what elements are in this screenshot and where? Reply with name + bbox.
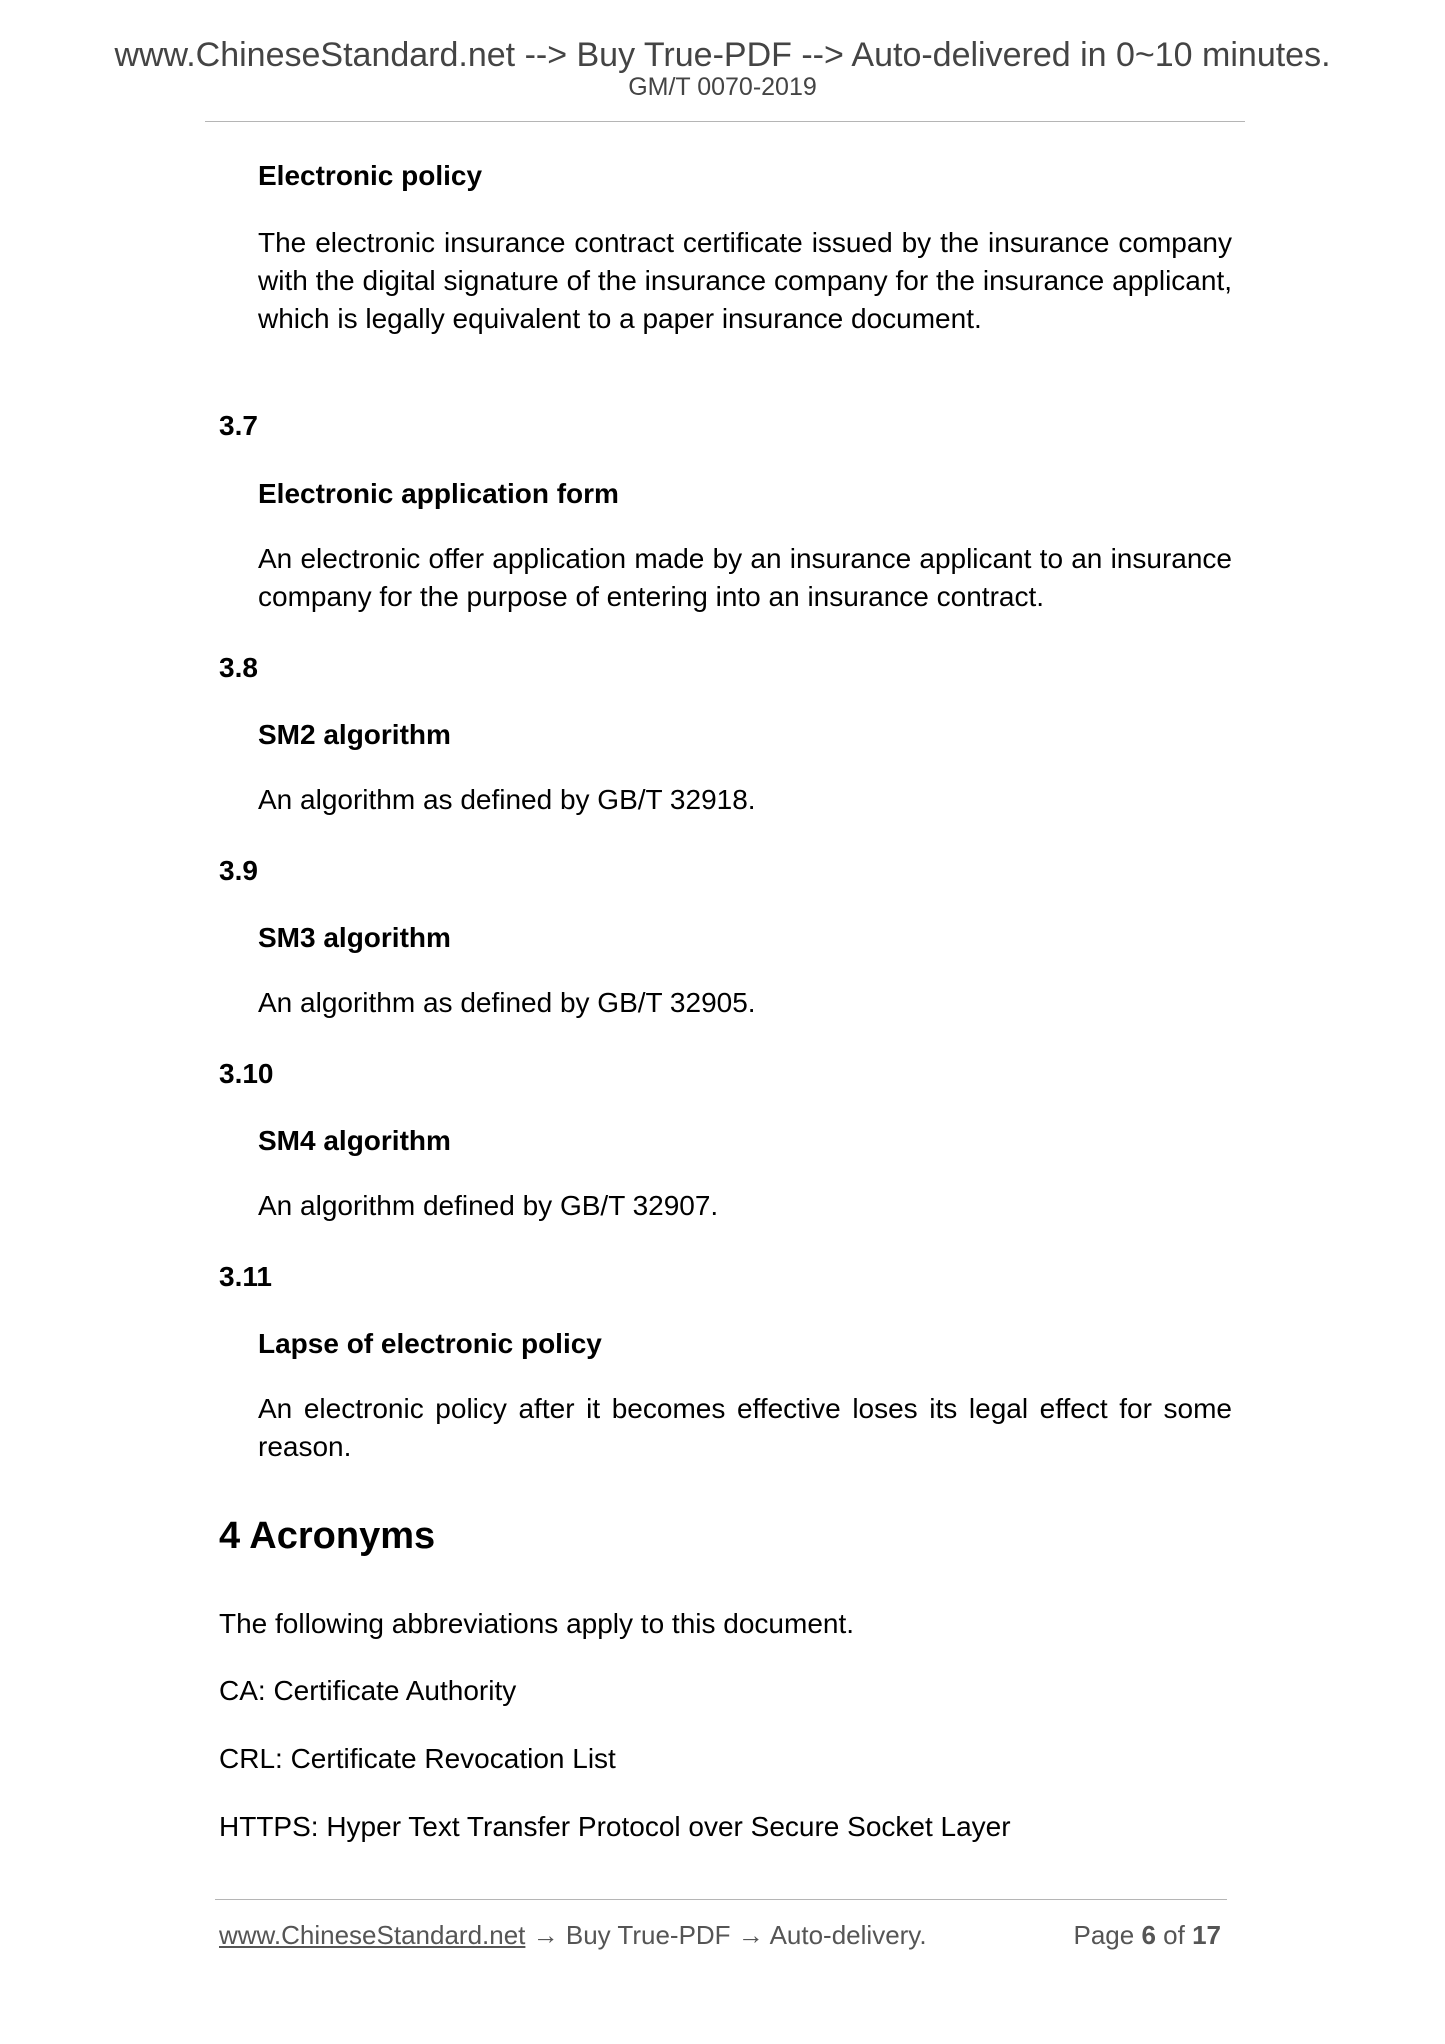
clause-number-3-7: 3.7 [219,410,258,441]
page-number [1073,1922,1221,1948]
footer-site-link[interactable]: www.ChineseStandard.net [219,1920,526,1950]
clause-number-3-10: 3.10 [219,1058,274,1089]
term-definition-sm2-algorithm: An algorithm as defined by GB/T 32918. [258,784,756,815]
term-definition-sm3-algorithm: An algorithm as defined by GB/T 32905. [258,987,756,1018]
acronym-item-ca: CA: Certificate Authority [219,1675,517,1706]
page-label: Page [1073,1920,1135,1950]
term-title-electronic-policy: Electronic policy [258,160,483,191]
page-total: 17 [1192,1920,1221,1950]
clause-number-3-9: 3.9 [219,855,258,886]
term-definition-electronic-application-form: An electronic offer application made by an insurance applicant to an insurance company for the purpose of entering into an insurance contract. [258,543,1232,612]
term-definition-electronic-policy: The electronic insurance contract certificate issued by the insurance company with the digital signature of the insurance company for the insurance applicant, which is legally equivalent to a paper insurance document. [258,227,1232,334]
acronym-item-crl: CRL: Certificate Revocation List [219,1743,616,1774]
page-current: 6 [1141,1920,1156,1950]
acronym-item-https: HTTPS: Hyper Text Transfer Protocol over Secure Socket Layer [219,1811,1011,1842]
term-definition-lapse-of-electronic-policy: An electronic policy after it becomes effective loses its legal effect for some reason. [258,1393,1232,1462]
document-code: GM/T 0070-2019 [628,73,817,101]
clause-number-3-8: 3.8 [219,652,258,683]
term-definition-sm4-algorithm: An algorithm defined by GB/T 32907. [258,1190,719,1221]
header-divider [205,121,1245,122]
term-title-sm3-algorithm: SM3 algorithm [258,922,451,953]
acronyms-intro: The following abbreviations apply to this document. [219,1608,855,1639]
section-heading-acronyms: 4 Acronyms [219,1515,436,1557]
term-title-electronic-application-form: Electronic application form [258,478,619,509]
clause-number-3-11: 3.11 [219,1261,272,1292]
footer-divider [215,1899,1227,1900]
term-title-sm4-algorithm: SM4 algorithm [258,1125,451,1156]
footer-promo [219,1922,927,1948]
page-of-label: of [1163,1920,1185,1950]
term-title-sm2-algorithm: SM2 algorithm [258,719,451,750]
top-banner: www.ChineseStandard.net --> Buy True-PDF --> Auto-delivered in 0~10 minutes. [114,36,1331,74]
footer-promo-text: → Buy True-PDF → Auto-delivery. [525,1920,927,1950]
term-title-lapse-of-electronic-policy: Lapse of electronic policy [258,1328,602,1359]
